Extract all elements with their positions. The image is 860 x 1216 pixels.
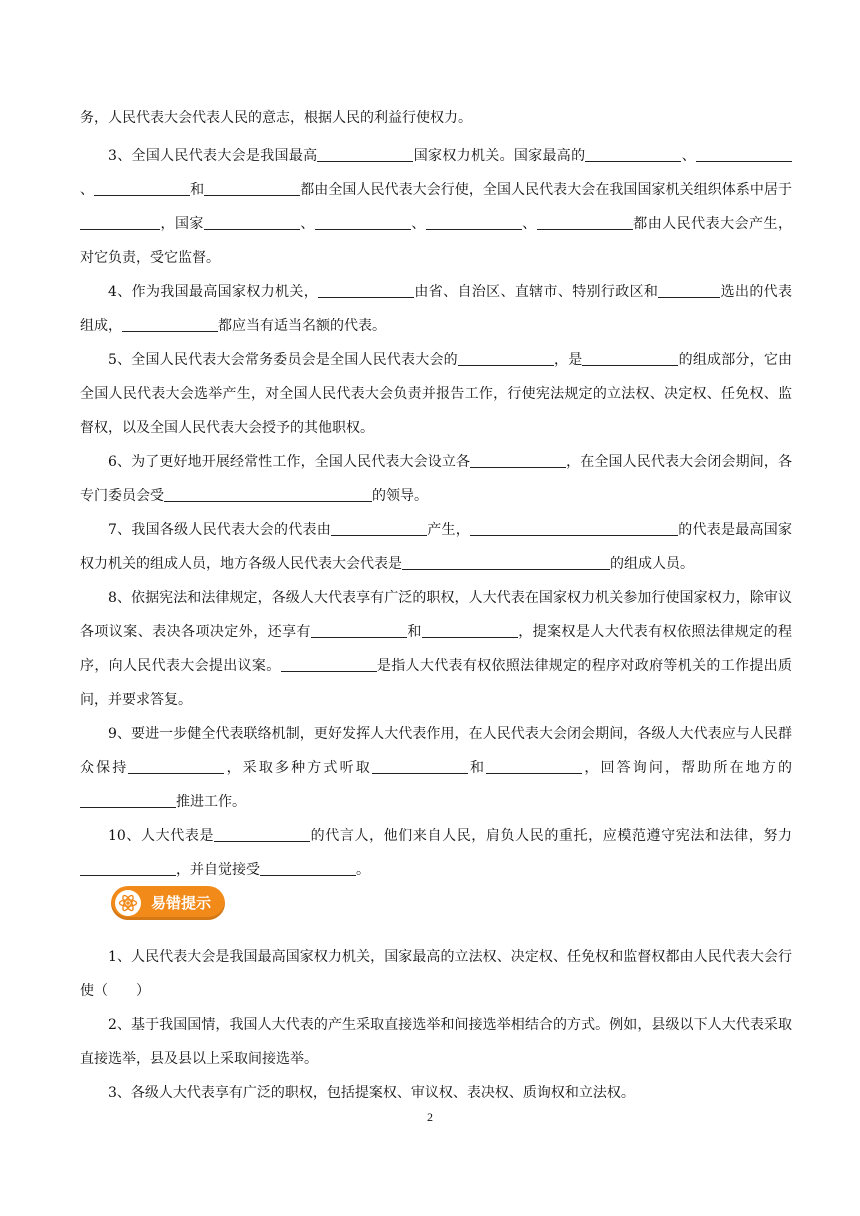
text-segment: ，回答询问，帮助所在地方的 [582, 760, 793, 776]
text-segment: 都由全国人民代表大会行使，全国人民代表大会在我国国家机关组织体系中居于 [300, 182, 793, 198]
text-segment: 的领导。 [372, 488, 428, 504]
text-segment: 国家权力机关。国家最高的 [413, 148, 586, 164]
error-item-2: 2、基于我国国情，我国人大代表的产生采取直接选举和间接选举相结合的方式。例如，县级以下人大代表采取直接选举，县及县以上采取间接选举。 [80, 1017, 792, 1067]
question-6 [80, 445, 792, 513]
answer-blank[interactable] [372, 759, 468, 774]
answer-blank[interactable] [214, 827, 310, 842]
answer-blank[interactable] [658, 283, 720, 298]
error-tips-badge [111, 886, 225, 920]
text-segment: 3、全国人民代表大会是我国最高 [108, 148, 318, 164]
text-segment: 8、依据宪法和法律规定，各级人大代表享有广泛的职权，人大代表在国家权力机关参加行使国家权力，除审议各项议案、表决各项决定外，还享有 [80, 590, 792, 640]
answer-blank[interactable] [331, 521, 427, 536]
text-segment: 9、要进一步健全代表联络机制，更好发挥人大代表作用，在人民代表大会闭会期间，各级人大代表应与人民群众保持 [80, 726, 792, 776]
error-item-1: 1、人民代表大会是我国最高国家权力机关，国家最高的立法权、决定权、任免权和监督权都由人民代表大会行使（ ） [80, 949, 792, 999]
question-9 [80, 717, 792, 819]
text-segment: 是指人大代表有权依照法律规定的程序对政府等机关的工作提出质问，并要求答复。 [80, 658, 793, 708]
answer-blank[interactable] [402, 555, 610, 570]
atom-icon [115, 890, 141, 916]
text-segment: 的代表是最高国家权力机关的组成人员，地方各级人民代表大会代表是 [80, 522, 792, 572]
text-segment: 和 [406, 624, 422, 640]
answer-blank[interactable] [426, 215, 522, 230]
text-segment: 推进工作。 [176, 794, 246, 810]
text-segment: 、 [681, 148, 696, 164]
answer-blank[interactable] [470, 521, 678, 536]
answer-blank[interactable] [470, 453, 566, 468]
answer-blank[interactable] [311, 623, 407, 638]
text-segment: 产生， [426, 522, 470, 538]
text-segment: 7、我国各级人民代表大会的代表由 [108, 522, 331, 538]
text-segment: 5、全国人民代表大会常务委员会是全国人民代表大会的 [108, 352, 458, 368]
answer-blank[interactable] [164, 487, 372, 502]
text-segment: 由省、自治区、直辖市、特别行政区和 [414, 284, 659, 300]
answer-blank[interactable] [315, 215, 411, 230]
answer-blank[interactable] [80, 215, 160, 230]
text-segment: 选出的代表组成， [80, 284, 793, 334]
text-segment: 都应当有适当名额的代表。 [218, 318, 386, 334]
answer-blank[interactable] [318, 283, 414, 298]
text-segment: ，在全国人民代表大会闭会期间，各专门委员会受 [80, 454, 793, 504]
answer-blank[interactable] [204, 181, 300, 196]
paragraph-continuation [80, 101, 792, 135]
answer-blank[interactable] [204, 215, 300, 230]
text-segment: 。 [356, 862, 370, 878]
answer-blank[interactable] [422, 623, 518, 638]
answer-blank[interactable] [80, 861, 176, 876]
text-segment: 6、为了更好地开展经常性工作，全国人民代表大会设立各 [108, 454, 471, 470]
text-segment: 的代言人，他们来自人民，肩负人民的重托，应模范遵守宪法和法律，努力 [310, 828, 792, 844]
answer-blank[interactable] [317, 147, 413, 162]
answer-blank[interactable] [585, 147, 681, 162]
question-3 [80, 139, 792, 275]
question-5 [80, 343, 792, 445]
answer-blank[interactable] [122, 317, 218, 332]
answer-blank[interactable] [260, 861, 356, 876]
question-10 [80, 819, 792, 887]
error-item-3: 3、各级人大代表享有广泛的职权，包括提案权、审议权、表决权、质询权和立法权。 [108, 1085, 635, 1101]
text-segment: 4、作为我国最高国家权力机关， [108, 284, 319, 300]
answer-blank[interactable] [537, 215, 633, 230]
text-segment: 、 [299, 216, 315, 232]
text-segment: 的组成人员。 [610, 556, 694, 572]
text-segment: 的组成部分，它由全国人民代表大会选举产生，对全国人民代表大会负责并报告工作，行使宪法规定的立法权、决定权、任免权、监督权，以及全国人民代表大会授予的其他职权。 [80, 352, 793, 436]
text-segment: ，国家 [160, 216, 204, 232]
question-4 [80, 275, 792, 343]
text-segment: ，采取多种方式听取 [224, 760, 372, 776]
answer-blank[interactable] [128, 759, 224, 774]
text-segment: 和 [190, 182, 205, 198]
badge-label: 易错提示 [151, 894, 212, 912]
answer-blank[interactable] [281, 657, 377, 672]
text-segment: ，并自觉接受 [176, 862, 260, 878]
question-7 [80, 513, 792, 581]
text-segment: 10、人大代表是 [108, 828, 215, 844]
answer-blank[interactable] [696, 147, 792, 162]
text-segment: 和 [467, 760, 487, 776]
text-segment: ，提案权是人大代表有权依照法律规定的程序，向人民代表大会提出议案。 [80, 624, 793, 674]
text-segment: 、 [521, 216, 537, 232]
text-segment: 都由人民代表大会产生，对它负责，受它监督。 [80, 216, 793, 266]
text-segment: 务，人民代表大会代表人民的意志，根据人民的利益行使权力。 [80, 110, 472, 126]
answer-blank[interactable] [582, 351, 678, 366]
answer-blank[interactable] [80, 793, 176, 808]
page-number: 2 [427, 1110, 433, 1124]
answer-blank[interactable] [458, 351, 554, 366]
text-segment: ，是 [553, 352, 583, 368]
text-segment: 、 [80, 182, 95, 198]
question-8 [80, 581, 792, 717]
answer-blank[interactable] [486, 759, 582, 774]
answer-blank[interactable] [94, 181, 190, 196]
text-segment: 、 [410, 216, 426, 232]
